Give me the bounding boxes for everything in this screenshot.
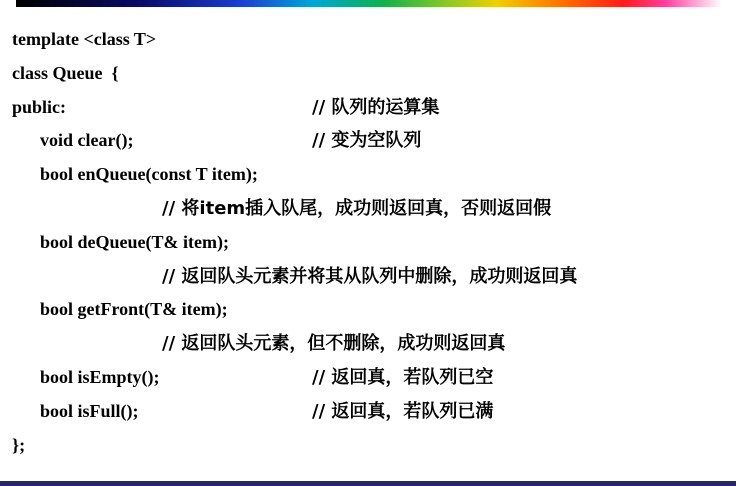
code-line-getfront-comment [12, 327, 712, 361]
code-text: bool isFull(); [40, 400, 139, 421]
code-comment: // 返回队头元素，但不删除，成功则返回真 [162, 333, 506, 355]
code-text: bool enQueue(const T item); [40, 164, 258, 185]
code-text: class Queue { [12, 62, 119, 83]
code-comment: // 返回队头元素并将其从队列中删除，成功则返回真 [162, 265, 578, 287]
code-line-class [12, 57, 712, 91]
code-line-clear [12, 124, 712, 158]
code-block [12, 23, 712, 462]
code-line-getfront [12, 293, 712, 327]
code-comment: // 队列的运算集 [312, 96, 440, 118]
code-text: bool getFront(T& item); [40, 299, 228, 320]
code-comment: // 变为空队列 [312, 130, 422, 152]
code-text: bool deQueue(T& item); [40, 231, 229, 252]
code-line-close [12, 429, 712, 463]
code-line-isfull [12, 395, 712, 429]
bottom-bar [0, 481, 736, 486]
code-line-public [12, 91, 712, 125]
code-comment: // 将item插入队尾，成功则返回真，否则返回假 [162, 197, 552, 219]
code-comment: // 返回真，若队列已空 [312, 366, 494, 388]
code-text: public: [12, 96, 67, 117]
code-line-enqueue-comment [12, 192, 712, 226]
code-text: bool isEmpty(); [40, 366, 160, 387]
code-text: template <class T> [12, 29, 157, 49]
code-line-dequeue [12, 226, 712, 260]
code-text: }; [12, 434, 26, 455]
code-line-dequeue-comment [12, 260, 712, 294]
top-gradient-bar [16, 0, 722, 7]
code-comment: // 返回真，若队列已满 [312, 400, 494, 422]
code-line-enqueue [12, 158, 712, 192]
code-line-template [12, 23, 712, 57]
code-line-isempty [12, 361, 712, 395]
code-text: void clear(); [40, 130, 134, 151]
